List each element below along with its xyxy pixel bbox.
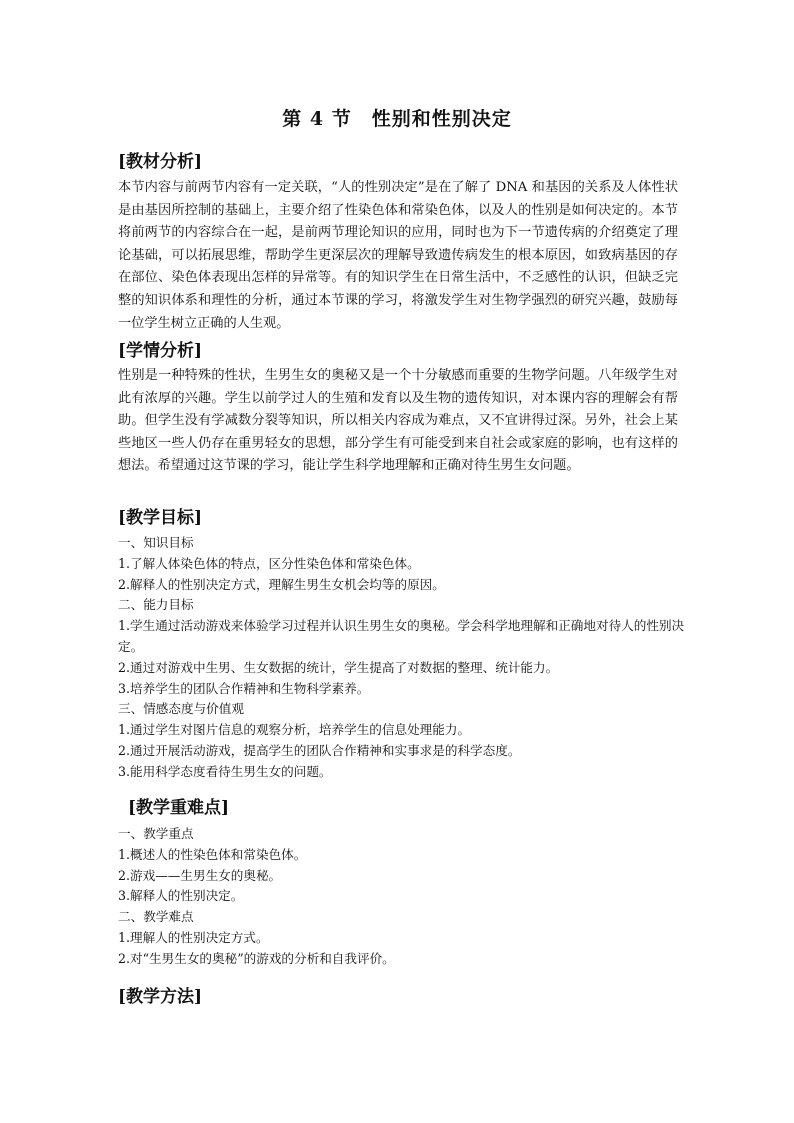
keypoints-line: 1.概述人的性染色体和常染色体。 <box>118 846 307 862</box>
goals-line: 1.通过学生对图片信息的观察分析，培养学生的信息处理能力。 <box>118 722 471 738</box>
goals-line: 三、情感态度与价值观 <box>118 701 244 717</box>
keypoints-line: 1.理解人的性别决定方式。 <box>118 929 269 945</box>
section-heading-methods: [教学方法] <box>118 987 203 1007</box>
goals-line: 一、知识目标 <box>118 535 194 550</box>
section-body-material: 本节内容与前两节内容有一定关联，“人的性别决定”是在了解了 DNA 和基因的关系及人体性状是由基因所控制的基础上，主要介绍了性染色体和常染色体，以及人的性别是如何决定的。本节将前两节的内容综合在一起，是前两节理论知识的应用，同时也为下一节遗传病的介绍奠定了理论基础，可以拓展思维，帮助学生更深层次的理解导致遗传病发生的根本原因，如致病基因的存在部位、染色体表现出怎样的异常等。有的知识学生在日常生活中，不乏感性的认识，但缺乏完整的知识体系和理性的分析，通过本节课的学习，将激发学生对生物学强烈的研究兴趣，鼓励每一位学生树立正确的人生观。 <box>118 180 678 331</box>
keypoints-line: 2.对“生男生女的奥秘”的游戏的分析和自我评价。 <box>118 950 395 966</box>
section-heading-material: [教材分析] <box>118 152 203 172</box>
goals-line: 2.解释人的性别决定方式，理解生男生女机会均等的原因。 <box>118 576 445 592</box>
goals-line: 2.通过对游戏中生男、生女数据的统计，学生提高了对数据的整理、统计能力。 <box>118 659 559 675</box>
page-title: 第 4 节 性别和性别决定 <box>282 108 512 130</box>
goals-line: 1.学生通过活动游戏来体验学习过程并认识生男生女的奥秘。学会科学地理解和正确地对待人的性别决定。 <box>118 618 685 654</box>
keypoints-line: 二、教学难点 <box>118 909 194 925</box>
section-body-students: 性别是一种特殊的性状，生男生女的奥秘又是一个十分敏感而重要的生物学问题。八年级学生对此有浓厚的兴趣。学生以前学过人的生殖和发育以及生物的遗传知识，对本课内容的理解会有帮助。但学生没有学减数分裂等知识，所以相关内容成为难点，又不宜讲得过深。另外，社会上某些地区一些人仍存在重男轻女的思想，部分学生有可能受到来自社会或家庭的影响，也有这样的想法。希望通过这节课的学习，能让学生科学地理解和正确对待生男生女问题。 <box>118 368 678 474</box>
keypoints-list <box>118 824 688 970</box>
section-heading-goals: [教学目标] <box>118 508 203 528</box>
goals-line: 2.通过开展活动游戏，提高学生的团队合作精神和实事求是的科学态度。 <box>118 742 521 758</box>
keypoints-line: 2.游戏——生男生女的奥秘。 <box>118 867 282 883</box>
goals-line: 3.培养学生的团队合作精神和生物科学素养。 <box>118 680 370 696</box>
section-heading-students: [学情分析] <box>118 341 203 361</box>
goals-list <box>118 533 688 783</box>
goals-line: 1.了解人体染色体的特点，区分性染色体和常染色体。 <box>118 555 420 571</box>
goals-line: 二、能力目标 <box>118 597 194 613</box>
keypoints-line: 一、教学重点 <box>118 826 194 841</box>
section-heading-keypoints: [教学重难点] <box>128 798 230 818</box>
goals-line: 3.能用科学态度看待生男生女的问题。 <box>118 763 332 779</box>
keypoints-line: 3.解释人的性别决定。 <box>118 888 244 904</box>
